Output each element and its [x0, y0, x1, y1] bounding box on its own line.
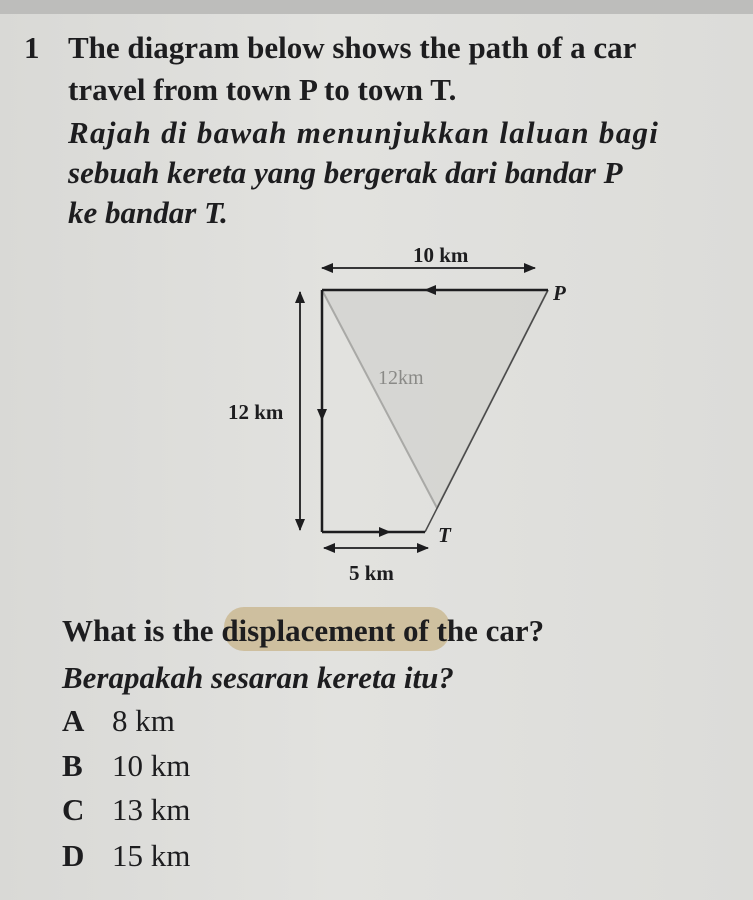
question-text-ms-line-1: Rajah di bawah menunjukkan laluan bagi	[68, 115, 660, 150]
prompt-ms: Berapakah sesaran kereta itu?	[62, 660, 454, 695]
pencil-note: 12km	[378, 367, 424, 389]
label-top-distance: 10 km	[413, 243, 469, 267]
label-town-t: T	[438, 523, 451, 547]
label-left-distance: 12 km	[228, 400, 284, 424]
option-a-value: 8 km	[112, 703, 175, 738]
question-text-en-line-1: The diagram below shows the path of a car	[68, 30, 637, 65]
question-text-en-line-2: travel from town P to town T.	[68, 72, 457, 107]
prompt-en: What is the displacement of the car?	[62, 613, 545, 648]
option-b-value: 10 km	[112, 748, 191, 783]
question-text-ms-line-3: ke bandar T.	[68, 195, 228, 230]
label-bottom-distance: 5 km	[349, 561, 394, 585]
option-a[interactable]	[62, 703, 175, 739]
option-b[interactable]	[62, 748, 190, 784]
label-town-p: P	[553, 281, 566, 305]
option-b-letter: B	[62, 748, 83, 783]
question-text-ms-line-2: sebuah kereta yang bergerak dari bandar P	[68, 155, 623, 190]
option-d[interactable]	[62, 838, 190, 874]
option-d-letter: D	[62, 838, 85, 873]
option-d-value: 15 km	[112, 838, 191, 873]
question-number: 1	[24, 30, 40, 65]
option-c[interactable]	[62, 792, 190, 828]
option-c-letter: C	[62, 792, 85, 827]
pencil-shading	[322, 290, 548, 508]
option-c-value: 13 km	[112, 792, 191, 827]
option-a-letter: A	[62, 703, 85, 738]
